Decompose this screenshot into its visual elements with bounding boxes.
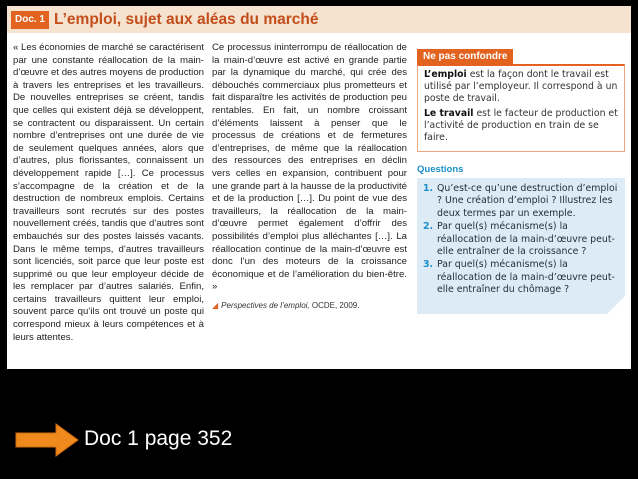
folded-corner	[607, 296, 625, 314]
doc-title: L’emploi, sujet aux aléas du marché	[54, 11, 319, 28]
question-number: 1.	[423, 183, 434, 194]
definition-travail	[424, 108, 619, 144]
question-text: Qu’est-ce qu’une destruction d’emploi ? Une création d’emploi ? Illustrez les deux termes par un exemple.	[437, 183, 618, 219]
questions-title: Questions	[417, 164, 464, 175]
doc-badge: Doc. 1	[11, 11, 49, 29]
question-item	[423, 259, 619, 296]
source-citation	[212, 300, 407, 313]
definition-travail-text: est le facteur de production et l’activité de production en train de se faire.	[424, 108, 618, 143]
question-text: Par quel(s) mécanisme(s) la réallocation de la main-d’œuvre peut-elle entraîner du chômage ?	[437, 259, 615, 296]
questions-box	[417, 178, 625, 314]
text-column-2-body: Ce processus ininterrompu de réallocation de la main-d’œuvre est activé en grande partie par la dynamique du marché, qui crée des débouchés commerciaux plus prometteurs et fait disparaître les activités de production peu rentables. En fait, un nombre croissant d’éléments laissent à penser que le processus de créations et de fermetures d’entreprises, de même que la réallocation des ressources des entreprises en déclin vers celles en expansion, contribuent pour une grande part à la hausse de la productivité et de la production […]. Du point de vue des travailleurs, la réallocation de la main-d’œuvre permet également d’offrir des possibilités d’emploi plus alléchantes […]. La réallocation continue de la main-d’œuvre est donc l’un des moteurs de la croissance économique et de l’amélioration du bien-être. »	[212, 42, 407, 293]
ne-pas-confondre-header: Ne pas confondre	[417, 49, 513, 64]
term-emploi: L’emploi	[424, 69, 467, 80]
question-number: 3.	[423, 259, 434, 271]
question-item	[423, 183, 619, 220]
definition-emploi-text: est la façon dont le travail est utilisé par l’employeur. Il correspond à un poste de travail.	[424, 69, 618, 104]
definition-emploi	[424, 69, 619, 105]
question-number: 2.	[423, 221, 434, 233]
title-bar	[7, 6, 631, 33]
text-column-2	[212, 42, 407, 312]
source-publisher: OCDE, 2009.	[309, 300, 360, 310]
slide-caption: Doc 1 page 352	[84, 427, 233, 450]
textbook-page	[7, 6, 631, 369]
term-travail: Le travail	[424, 108, 474, 119]
ne-pas-confondre-box	[417, 64, 625, 152]
triangle-icon: ◢	[212, 300, 219, 310]
source-title: Perspectives de l’emploi,	[221, 300, 310, 310]
question-item	[423, 221, 619, 258]
sidebar	[417, 44, 625, 314]
question-text: Par quel(s) mécanisme(s) la réallocation de la main-d’œuvre peut-elle entraîner de la croissance ?	[437, 221, 615, 258]
text-column-1: « Les économies de marché se caractérisent par une constante réallocation de la main-d’œuvre et des autres moyens de production à travers les entreprises et les travailleurs. De nouvelles entreprises se créent, tandis que celles qui existent déjà se développent, se contractent ou disparaissent. Un certain nombre d’entreprises ont une durée de vie de seulement quelques années, alors que d’autres, plus florissantes, connaissent un développement rapide […]. Ce processus s’accompagne de la création et de la destruction de nombreux emplois. Certains travailleurs sont recrutés sur des postes nouvellement créés, tandis que d’autres sont embauchés sur des postes laissés vacants. Dans le même temps, d’autres travailleurs sont licenciés, soit parce que leur poste est supprimé ou que leur employeur décide de les remplacer par d’autres salariés. Enfin, certains travailleurs quittent leur emploi, souvent parce qu’ils ont trouvé un poste qui correspond mieux à leurs compétences et à leurs attentes.	[13, 42, 204, 343]
right-arrow-icon	[14, 422, 80, 458]
